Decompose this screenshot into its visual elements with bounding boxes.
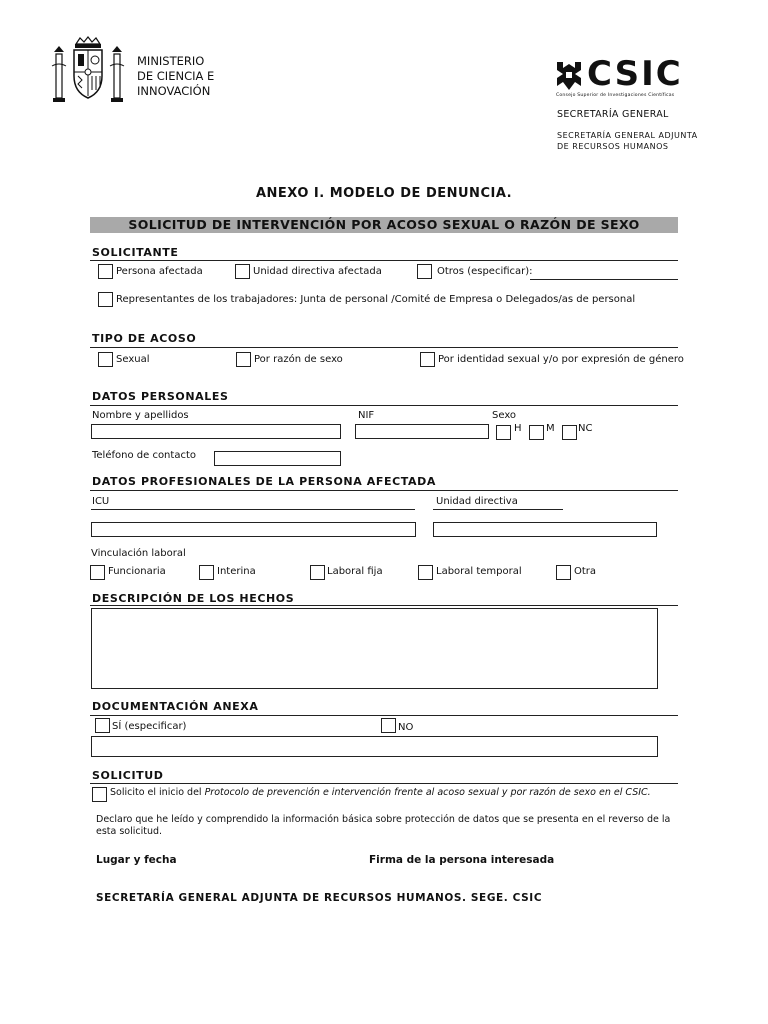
coat-of-arms-of-spain-icon — [48, 36, 128, 108]
checkbox-sexo-nc[interactable] — [562, 425, 577, 440]
textarea-descripcion-hechos[interactable] — [91, 608, 658, 689]
label-sexo-h: H — [514, 423, 522, 434]
checkbox-laboral-fija[interactable] — [310, 565, 325, 580]
checkbox-si[interactable] — [95, 718, 110, 733]
label-telefono: Teléfono de contacto — [92, 450, 196, 461]
checkbox-identidad-sexual[interactable] — [420, 352, 435, 367]
checkbox-otra[interactable] — [556, 565, 571, 580]
declaro-text — [96, 814, 670, 838]
otros-specify-line — [530, 279, 678, 280]
checkbox-no[interactable] — [381, 718, 396, 733]
csic-subtitle: Consejo Superior de Investigaciones Científicas — [556, 93, 675, 98]
secretaria-adjunta-line-1: SECRETARÍA GENERAL ADJUNTA — [557, 131, 698, 140]
section-rule — [90, 783, 678, 784]
label-nif: NIF — [358, 410, 375, 421]
protocol-name: Protocolo de prevención e intervención frente al acoso sexual y por razón de sexo en el CSIC. — [204, 787, 651, 798]
checkbox-funcionaria[interactable] — [90, 565, 105, 580]
solicito-prefix: Solicito el inicio del — [110, 787, 205, 798]
section-heading-descripcion: DESCRIPCIÓN DE LOS HECHOS — [92, 592, 295, 605]
label-identidad-sexual: Por identidad sexual y/o por expresión de género — [438, 354, 684, 365]
icu-underline — [91, 509, 415, 510]
section-heading-datos-profesionales: DATOS PROFESIONALES DE LA PERSONA AFECTADA — [92, 475, 436, 488]
checkbox-interina[interactable] — [199, 565, 214, 580]
checkbox-otros[interactable] — [417, 264, 432, 279]
input-nombre-apellidos[interactable] — [91, 424, 341, 439]
label-persona-afectada: Persona afectada — [116, 266, 203, 277]
label-razon-de-sexo: Por razón de sexo — [254, 354, 343, 365]
section-rule — [90, 347, 678, 348]
input-unidad-directiva[interactable] — [433, 522, 657, 537]
secretaria-adjunta — [557, 130, 698, 152]
label-laboral-fija: Laboral fija — [327, 566, 383, 577]
section-heading-documentacion: DOCUMENTACIÓN ANEXA — [92, 700, 259, 713]
input-documentacion[interactable] — [91, 736, 658, 757]
section-heading-datos-personales: DATOS PERSONALES — [92, 390, 229, 403]
section-heading-solicitud: SOLICITUD — [92, 769, 164, 782]
label-laboral-temporal: Laboral temporal — [436, 566, 522, 577]
checkbox-persona-afectada[interactable] — [98, 264, 113, 279]
label-firma: Firma de la persona interesada — [369, 854, 555, 866]
unidad-directiva-underline — [433, 509, 563, 510]
csic-logo-icon — [555, 60, 583, 94]
section-rule — [90, 715, 678, 716]
checkbox-laboral-temporal[interactable] — [418, 565, 433, 580]
input-telefono[interactable] — [214, 451, 341, 466]
declaro-line-1: Declaro que he leído y comprendido la información básica sobre protección de datos que se presenta en el reverso de la — [96, 814, 671, 825]
page-title: ANEXO I. MODELO DE DENUNCIA. — [255, 186, 513, 201]
label-icu: ICU — [92, 496, 110, 507]
label-si: SÍ (especificar) — [112, 721, 187, 732]
section-rule — [90, 490, 678, 491]
section-rule — [90, 405, 678, 406]
ministry-emblem — [48, 36, 128, 108]
label-lugar-fecha: Lugar y fecha — [96, 854, 177, 866]
section-rule — [90, 605, 678, 606]
label-sexo-nc: NC — [578, 423, 593, 434]
label-nombre-apellidos: Nombre y apellidos — [92, 410, 189, 421]
ministry-line-1: MINISTERIO — [137, 54, 205, 68]
checkbox-solicito[interactable] — [92, 787, 107, 802]
solicito-text — [110, 787, 651, 798]
checkbox-sexo-h[interactable] — [496, 425, 511, 440]
csic-logo — [555, 54, 715, 100]
form-banner: SOLICITUD DE INTERVENCIÓN POR ACOSO SEXUAL O RAZÓN DE SEXO — [90, 217, 678, 233]
label-sexo: Sexo — [492, 410, 517, 421]
secretaria-general: SECRETARÍA GENERAL — [557, 109, 669, 120]
label-otros: Otros (especificar): — [437, 266, 533, 277]
label-interina: Interina — [217, 566, 256, 577]
ministry-line-2: DE CIENCIA E — [137, 69, 215, 83]
label-otra: Otra — [574, 566, 597, 577]
checkbox-sexual[interactable] — [98, 352, 113, 367]
checkbox-representantes[interactable] — [98, 292, 113, 307]
label-representantes: Representantes de los trabajadores: Junta de personal /Comité de Empresa o Delegados/as de personal — [116, 294, 636, 305]
checkbox-sexo-m[interactable] — [529, 425, 544, 440]
input-icu[interactable] — [91, 522, 416, 537]
ministry-line-3: INNOVACIÓN — [137, 84, 211, 98]
input-nif[interactable] — [355, 424, 489, 439]
secretaria-adjunta-line-2: DE RECURSOS HUMANOS — [557, 142, 669, 151]
section-rule — [90, 260, 678, 261]
checkbox-unidad-directiva-afectada[interactable] — [235, 264, 250, 279]
label-unidad-directiva: Unidad directiva — [436, 496, 518, 507]
footer-text: SECRETARÍA GENERAL ADJUNTA DE RECURSOS HUMANOS. SEGE. CSIC — [96, 892, 543, 904]
declaro-line-2: esta solicitud. — [96, 826, 163, 837]
label-vinculacion-laboral: Vinculación laboral — [91, 548, 186, 559]
ministry-name — [137, 54, 214, 99]
section-heading-tipo-acoso: TIPO DE ACOSO — [92, 332, 197, 345]
label-sexo-m: M — [546, 423, 555, 434]
label-sexual: Sexual — [116, 354, 150, 365]
label-funcionaria: Funcionaria — [108, 566, 166, 577]
csic-wordmark: CSIC — [587, 54, 683, 94]
section-heading-solicitante: SOLICITANTE — [92, 246, 179, 259]
checkbox-razon-de-sexo[interactable] — [236, 352, 251, 367]
label-unidad-directiva-afectada: Unidad directiva afectada — [253, 266, 382, 277]
label-no: NO — [398, 722, 414, 733]
